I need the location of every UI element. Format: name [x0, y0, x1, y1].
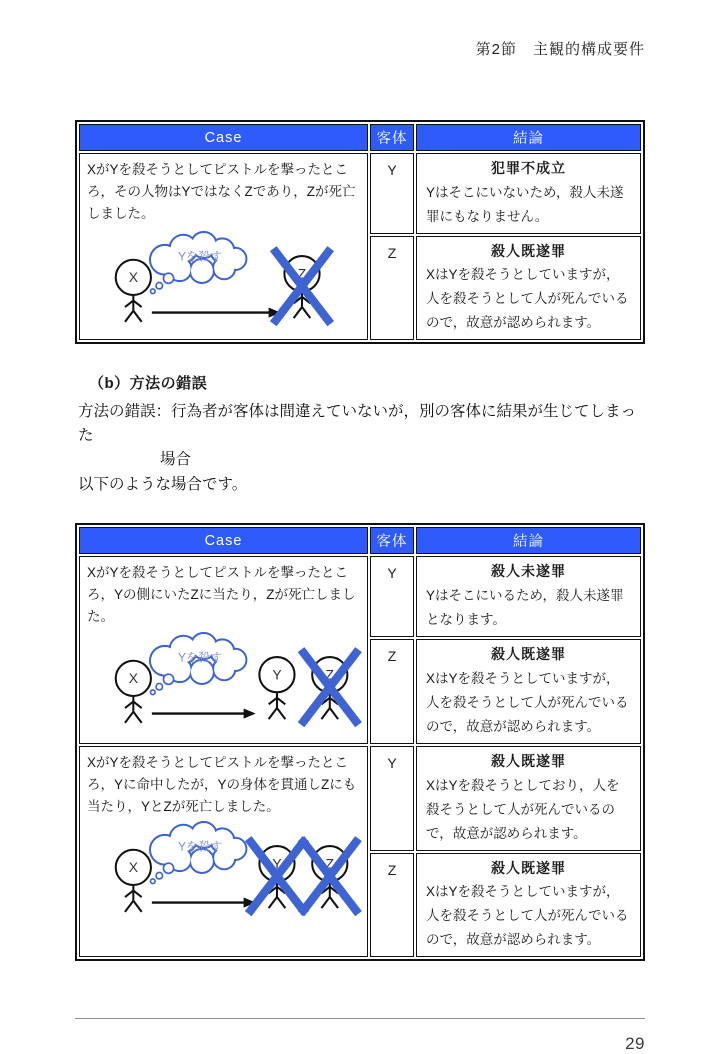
- column-header-case: Case: [79, 124, 368, 151]
- svg-text:Y: Y: [272, 666, 282, 683]
- case-cell: [79, 153, 368, 340]
- verdict: 犯罪不成立: [491, 160, 566, 176]
- svg-text:Y: Y: [272, 855, 282, 872]
- column-header-conclusion: 結論: [416, 527, 641, 554]
- stick-figure-diagram: [87, 821, 365, 923]
- case-cell: [79, 556, 368, 743]
- reason: Yはそこにいるため，殺人未遂罪となります。: [426, 588, 624, 628]
- svg-text:X: X: [128, 859, 138, 876]
- column-header-object: 客体: [370, 124, 414, 151]
- verdict: 殺人既遂罪: [491, 752, 566, 769]
- object-cell: Y: [370, 746, 414, 851]
- table-header-row: [79, 527, 641, 554]
- table-row: [79, 556, 641, 637]
- running-header: 第2節 主観的構成要件: [475, 41, 645, 58]
- svg-text:X: X: [128, 670, 138, 686]
- verdict: 殺人未遂罪: [491, 563, 566, 580]
- conclusion-cell: [416, 746, 641, 851]
- conclusion-cell: [416, 153, 641, 234]
- verdict: 殺人既遂罪: [491, 242, 566, 259]
- intro-text: 以下のような場合です。: [78, 476, 248, 494]
- svg-text:X: X: [128, 268, 138, 285]
- case-text: XがYを殺そうとしてピストルを撃ったところ，Yに命中したが，Yの身体を貫通しZにも当たり，YとZが死亡しました。: [87, 754, 357, 814]
- footer-rule: [75, 1018, 645, 1019]
- definition-label: 方法の錯誤：: [78, 403, 172, 421]
- svg-text:Yを殺す: Yを殺す: [177, 650, 223, 665]
- table-row: [79, 153, 641, 234]
- case-text: XがYを殺そうとしてピストルを撃ったところ，Yの側にいたZに当たり，Zが死亡しました。: [87, 565, 356, 625]
- reason: XはYを殺そうとしていますが，人を殺そうとして人が死んでいるので，故意が認められます。: [426, 884, 629, 948]
- table-row: [79, 746, 641, 851]
- conclusion-cell: [416, 639, 641, 744]
- method-error-table: [75, 523, 645, 961]
- conclusion-cell: [416, 556, 641, 637]
- section-heading: （b）方法の錯誤: [89, 375, 208, 393]
- object-cell: Z: [370, 236, 414, 341]
- reason: Yはそこにいないため，殺人未遂罪にもなりません。: [426, 184, 624, 224]
- case-cell: [79, 746, 368, 957]
- column-header-object: 客体: [370, 527, 414, 554]
- stick-figure-diagram: [87, 231, 365, 333]
- object-cell: Z: [370, 853, 414, 958]
- svg-text:Z: Z: [325, 855, 335, 872]
- case-text: XがYを殺そうとしてピストルを撃ったところ，その人物はYではなくZであり，Zが死亡しました。: [87, 162, 356, 221]
- column-header-case: Case: [79, 527, 368, 554]
- table-header-row: [79, 124, 641, 151]
- object-error-table: [75, 120, 645, 344]
- conclusion-cell: [416, 236, 641, 341]
- stick-figure-diagram: [87, 632, 365, 734]
- svg-text:Z: Z: [297, 264, 307, 281]
- definition-continuation: 場合: [160, 451, 192, 469]
- verdict: 殺人既遂罪: [491, 859, 566, 876]
- reason: XはYを殺そうとしていますが，人を殺そうとして人が死んでいるので，故意が認められます。: [426, 267, 629, 331]
- page-number: 29: [625, 1034, 645, 1054]
- object-cell: Y: [370, 153, 414, 234]
- definition-line: [78, 400, 645, 448]
- reason: XはYを殺そうとしており，人を殺そうとして人が死んでいるので，故意が認められます。: [426, 777, 620, 841]
- column-header-conclusion: 結論: [416, 124, 641, 151]
- definition-text: 行為者が客体は間違えていないが，別の客体に結果が生じてしまった: [78, 403, 637, 445]
- verdict: 殺人既遂罪: [491, 646, 566, 663]
- svg-text:Yを殺す: Yを殺す: [177, 249, 223, 264]
- object-cell: Y: [370, 556, 414, 637]
- svg-text:Z: Z: [325, 666, 335, 683]
- conclusion-cell: [416, 853, 641, 958]
- method-error-section: [75, 372, 645, 497]
- svg-text:Yを殺す: Yを殺す: [177, 840, 223, 855]
- object-cell: Z: [370, 639, 414, 744]
- reason: XはYを殺そうとしていますが，人を殺そうとして人が死んでいるので，故意が認められます。: [426, 670, 629, 734]
